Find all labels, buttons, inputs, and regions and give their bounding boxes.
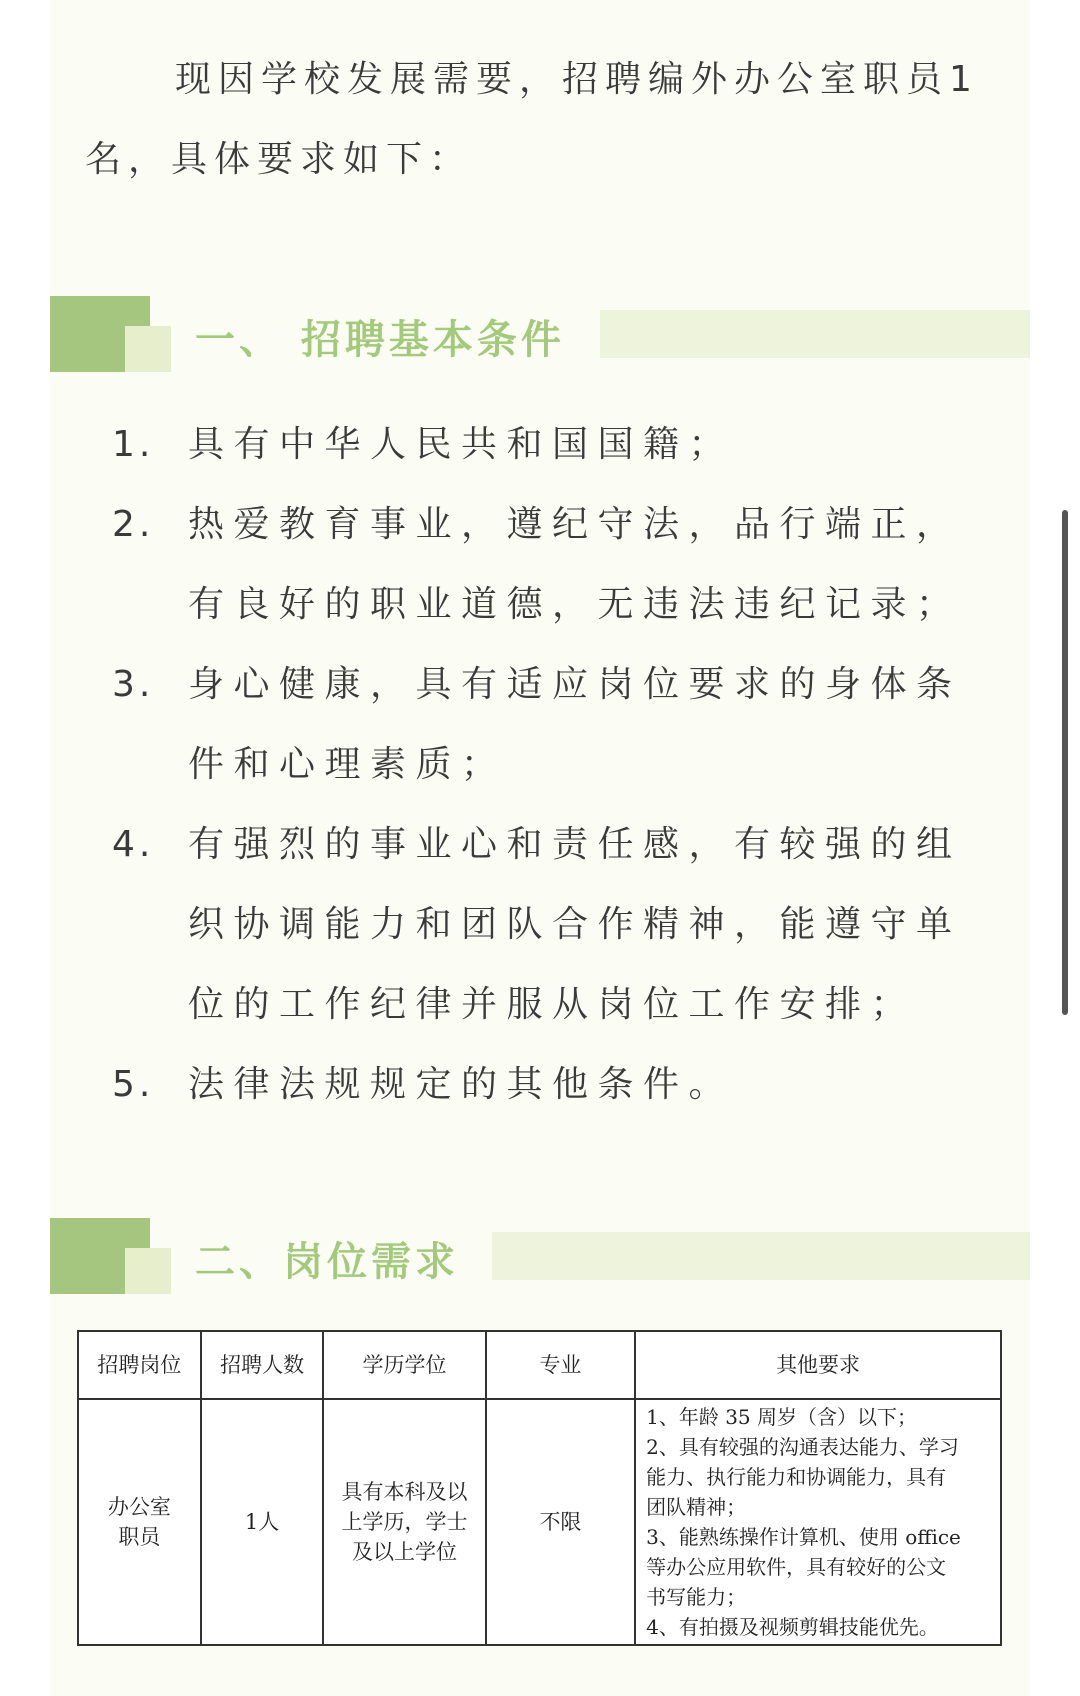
item-number: 4.: [112, 824, 155, 865]
list-item: [50, 405, 1030, 485]
item-number: 5.: [112, 1064, 155, 1105]
list-item: [50, 485, 1030, 645]
section-title-positions: 二、岗位需求: [195, 1239, 459, 1285]
item-text: 热爱教育事业，遵纪守法，品行端正，有良好的职业道德，无违法违纪记录；: [188, 504, 962, 625]
cell-major: 不限: [486, 1399, 635, 1645]
header-decoration-band: [492, 1232, 1030, 1280]
cell-position: [78, 1399, 201, 1645]
list-item: [50, 645, 1030, 805]
cell-position-text: 办公室职员: [107, 1495, 171, 1549]
position-requirements-table: [77, 1330, 1002, 1646]
item-text: 具有中华人民共和国国籍；: [188, 424, 735, 465]
table-header-row: [78, 1331, 1001, 1399]
scrollbar[interactable]: [1062, 510, 1068, 1015]
conditions-list: [50, 405, 1030, 1125]
header-count: 招聘人数: [201, 1331, 324, 1399]
list-item: [50, 805, 1030, 1045]
header-major: 专业: [486, 1331, 635, 1399]
requirement-line: 能力、执行能力和协调能力，具有: [646, 1465, 947, 1489]
header-decoration-band: [600, 310, 1030, 358]
header-other: 其他要求: [635, 1331, 1001, 1399]
requirement-line: 等办公应用软件，具有较好的公文: [646, 1555, 947, 1579]
requirement-line: 2、具有较强的沟通表达能力、学习: [646, 1435, 959, 1459]
header-position: 招聘岗位: [78, 1331, 201, 1399]
list-item: [50, 1045, 1030, 1125]
header-decoration-square: [125, 326, 171, 372]
cell-count: 1人: [201, 1399, 324, 1645]
table-row: [78, 1399, 1001, 1645]
item-text: 有强烈的事业心和责任感，有较强的组织协调能力和团队合作精神，能遵守单位的工作纪律并服从岗位工作安排；: [188, 824, 962, 1025]
item-text: 身心健康，具有适应岗位要求的身体条件和心理素质；: [188, 664, 962, 785]
item-text: 法律法规规定的其他条件。: [188, 1064, 735, 1105]
item-number: 1.: [112, 424, 155, 465]
requirement-line: 3、能熟练操作计算机、使用 office: [646, 1525, 961, 1549]
item-number: 2.: [112, 504, 155, 545]
cell-other-requirements: [635, 1399, 1001, 1645]
article-page: [50, 0, 1030, 1696]
section-header-positions: [50, 1218, 1030, 1294]
requirement-line: 4、有拍摄及视频剪辑技能优先。: [646, 1615, 939, 1639]
requirement-line: 团队精神；: [646, 1495, 747, 1519]
requirement-line: 书写能力；: [646, 1585, 747, 1609]
cell-education: 具有本科及以上学历，学士及以上学位: [323, 1399, 485, 1645]
header-education: 学历学位: [323, 1331, 485, 1399]
intro-paragraph: 现因学校发展需要，招聘编外办公室职员1名，具体要求如下：: [85, 59, 979, 180]
requirement-line: 1、年龄 35 周岁（含）以下；: [646, 1405, 918, 1429]
section-title-conditions: 一、 招聘基本条件: [195, 317, 565, 363]
header-decoration-square: [125, 1248, 171, 1294]
item-number: 3.: [112, 664, 155, 705]
section-header-conditions: [50, 296, 1030, 372]
